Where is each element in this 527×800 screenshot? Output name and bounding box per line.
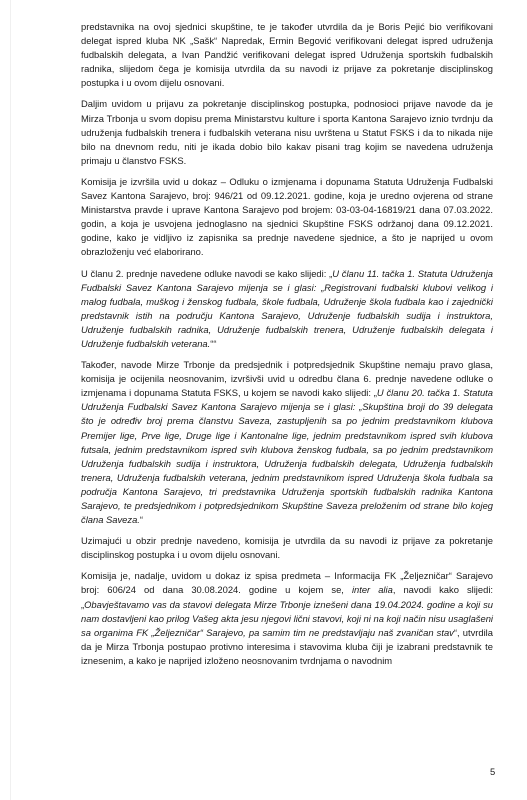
paragraph-3 — [81, 175, 493, 260]
paragraph-text: Komisija je, nadalje, uvidom u dokaz iz spisa predmeta – Informacija FK „Željezničar“ Sarajevo broj: 606/24 od dana 30.08.2024. godine u kojem se, — [81, 570, 493, 596]
paragraph-text: Također, navode Mirze Trbonje da predsjednik i potpredsjednik Skupštine nemaju pravo glasa, komisija je ocijenila neosnovanim, izvršivši uvid u odredbu člana 6. prednje navedene odluke o izmjenama i dopunama Statuta FSKS, u kojem se navodi kako slijedi: „ — [81, 359, 493, 399]
paragraph-7 — [81, 569, 493, 668]
paragraph-text: , navodi kako slijedi: „ — [81, 584, 494, 610]
page-number: 5 — [490, 766, 496, 777]
quoted-text-italic: U članu 11. tačka 1. Statuta Udruženja Fudbalski Savez Kantona Sarajevo mijenja se i glasi: „Registrovani fudbalski klubovi velikog i malog fudbala, muškog i ženskog fudbala, škole fudbala, Udruženje škola fudbala kao i zajednički predstavnik istih na području Kantona Sarajevo, Udruženje fudbalskih sudija i instruktora, Udruženje fudbalskih radnika, Udruženje fudbalskih trenera, Udruženje fudbalskih delegata i Udruženje fudbalskih veterana. — [81, 267, 493, 349]
paragraph-6 — [81, 534, 493, 562]
quoted-text-italic: U članu 20. tačka 1. Statuta Udruženja Fudbalski Savez Kantona Sarajevo mijenja se i glasi: „Skupština broji do 39 delegata što je određiv broj prema članstvu Saveza, zastupljenih sa po jednim predstavnikom klubova Premijer lige, Prve lige, Druge lige i Kantonalne lige, jednim predstavnikom ispred svih klubova futsala, jednim predstavnikom ispred svih klubova ženskog fudbala, sa po jednim predstavnikom Udruženja fudbalskih sudija i instruktora, Udruženja fudbalskih delegata, Udruženja fudbalskih trenera, Udruženja fudbalskih veterana, jednim predstavnikom ispred Udruženja škola fudbala sa područja Kantona Sarajevo, tri predstavnika Udruženja sportskih fudbalskih radnika Kantona Sarajevo, te predsjednikom i potpredsjednikom Skupštine Saveza preloženim od strane bilo kojeg člana Saveza. — [81, 387, 493, 526]
paragraph-text: predstavnika na ovoj sjednici skupštine, te je također utvrdila da je Boris Pejić bio verifikovani delegat ispred kluba NK „Sašk“ Napredak, Ermin Begović verifikovani delegat ispred udruženja fudbalskih delegata, a Ivan Pandžić verifikovani delegat ispred Udruženja sportskih fudbalskih radnika, slijedom čega je komisija utvrdila da su navodi iz prijave za pokretanje disciplinskog postupka i u ovom dijelu osnovani. — [81, 21, 493, 89]
paragraph-text: Uzimajući u obzir prednje navedeno, komisija je utvrdila da su navodi iz prijave za pokretanje disciplinskog postupka i u ovom dijelu osnovani. — [81, 535, 493, 561]
paragraph-text: “ — [139, 514, 144, 526]
paragraph-2 — [81, 97, 493, 167]
quoted-text-italic: Obavještavamo vas da stavovi delegata Mirze Trbonje iznešeni dana 19.04.2024. godine a koji su nam dostavljeni kao prilog Vašeg akta jesu njegovi lični stavovi, koji ni na koji način nisu usaglašeni sa organima FK „Željezničar“ Sarajevo, pa samim tim ne predstavljaju naš zvaničan stav — [81, 598, 493, 638]
paragraph-4 — [81, 267, 493, 352]
quoted-text-italic: inter alia — [351, 584, 393, 596]
paragraph-text: “, utvrdila da je Mirza Trbonja postupao protivno interesima i stavovima kluba čiji je izabrani predstavnik te iznesenim, a kako je naprijed izloženo neosnovanim tvrdnjama o navodnim — [81, 626, 493, 666]
paragraph-text: ““ — [210, 337, 217, 349]
paragraph-text: U članu 2. prednje navedene odluke navodi se kako slijedi: „ — [81, 267, 333, 279]
paragraph-1 — [81, 20, 493, 90]
document-body — [81, 20, 493, 675]
paragraph-text: Daljim uvidom u prijavu za pokretanje disciplinskog postupka, podnosioci prijave navode da je Mirza Trbonja u svom dopisu prema Ministarstvu kulture i sporta Kantona Sarajevo iznio tvrdnju da udruženja fudbalskih trenera i fudbalskih veterana nisu uvrštena u Statut FSKS i da to nikada nije bilo na dnevnom redu, niti je ikada dobio bilo kakav pisani trag kojim se navedena udruženja primaju u članstvo FSKS. — [81, 98, 493, 166]
page-edge — [10, 0, 11, 800]
paragraph-5 — [81, 358, 493, 527]
paragraph-text: Komisija je izvršila uvid u dokaz – Odluku o izmjenama i dopunama Statuta Udruženja Fudbalski Savez Kantona Sarajevo, broj: 946/21 od 09.12.2021. godine, koja je uredno ovjerena od strane Ministarstva pravde i uprave Kantona Sarajevo pod brojem: 03-03-04-16819/21 dana 07.03.2022. godin, a koja je usvojena jednoglasno na sjednici Skupštine FSKS održanoj dana 09.12.2021. godine, kako je vidljivo iz zapisnika sa prednje navedene sjednice, a što je naprijed u ovom obrazloženju već elaborirano. — [81, 175, 493, 258]
